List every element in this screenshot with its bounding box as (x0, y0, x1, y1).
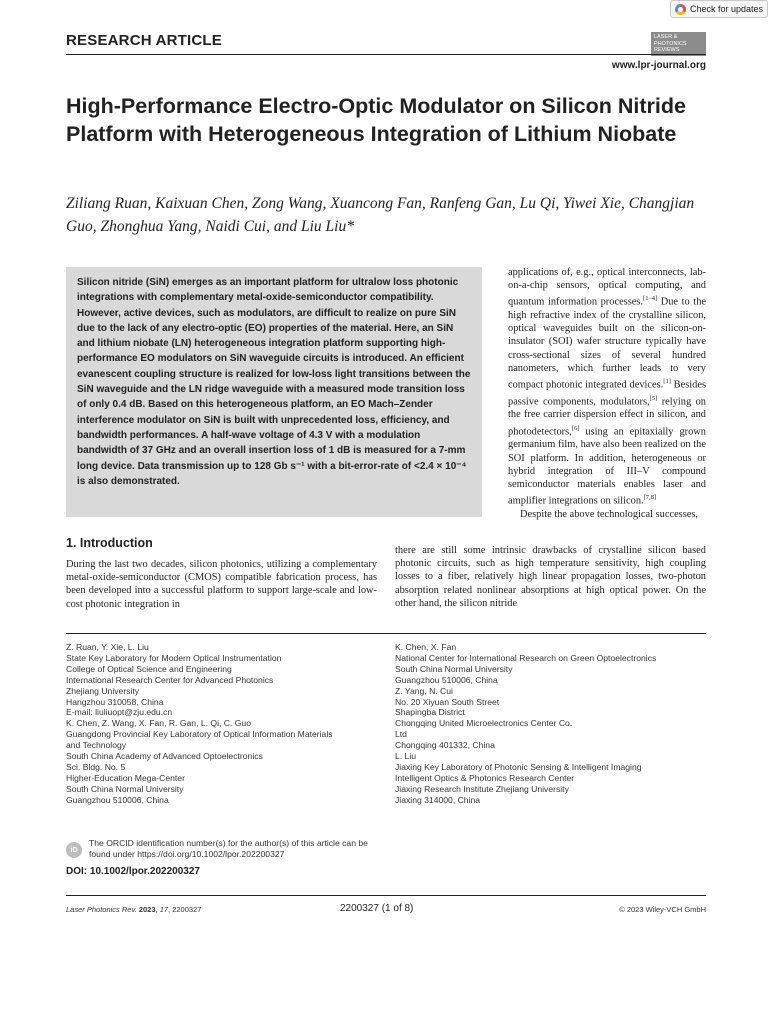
abstract-box: Silicon nitride (SiN) emerges as an important platform for ultralow loss photonic integrations with complementary metal-oxide-semiconductor compatibility. However, active devices, such as modulators, are difficult to realize on pure SiN due to the lack of any electro-optic (EO) properties of the material. Here, an SiN and lithium niobate (LN) heterogeneous integration platform supporting high-performance EO modulators on SiN waveguide circuits is introduced. An efficient evanescent coupling structure is realized for low-loss light transitions between the SiN waveguide and the LN ridge waveguide with a measured mode transition loss of only 0.4 dB. Based on this heterogeneous platform, an EO Mach–Zender interference modulator on SiN is built with unprecedented loss, efficiency, and bandwidth performances. A half-wave voltage of 4.3 V with a modulation bandwidth of 37 GHz and an overall insertion loss of 1 dB is measured for a 7-mm long device. Data transmission up to 128 Gb s⁻¹ with a bit-error-rate of <2.4 × 10⁻⁴ is also demonstrated. (66, 267, 482, 517)
affiliation-line: Hangzhou 310058, China (66, 696, 164, 707)
affiliation-line: K. Chen, X. Fan (395, 642, 457, 652)
footer-citation: Laser Photonics Rev. 2023, 17, 2200327 (66, 905, 202, 914)
intro-paragraph: During the last two decades, silicon photonics, utilizing a complementary metal-oxide-semiconductor (CMOS) compatible fabrication process, has been developed into a successful platform to support large-scale and low-cost photonic integration in (66, 559, 377, 610)
affiliation-line: Guangzhou 510006, China (395, 674, 498, 685)
affiliation-line: Chongqing 401332, China (395, 740, 495, 751)
crossmark-icon (675, 4, 686, 15)
affiliation-line: International Research Center for Advanced Photonics (66, 674, 274, 685)
affiliation-line: College of Optical Science and Engineering (66, 663, 232, 674)
orcid-icon: iD (66, 842, 82, 858)
footer-year: 2023 (138, 905, 156, 914)
body-text: Besides passive components, modulators, (508, 379, 707, 408)
affiliation-divider (66, 633, 706, 634)
check-for-updates-button[interactable] (670, 0, 768, 18)
affiliation-line: K. Chen, Z. Wang, X. Fan, R. Gan, L. Qi, C. Guo (66, 718, 251, 729)
body-right-column (508, 266, 706, 521)
journal-url-link[interactable]: www.lpr-journal.org (611, 60, 706, 71)
affiliation-line: Intelligent Optics & Photonics Research Center (395, 772, 575, 783)
affiliation-line: South China Normal University (66, 783, 184, 794)
affiliation-line: Sci. Bldg. No. 5 (66, 761, 126, 772)
affiliations-left (66, 642, 366, 806)
affiliation-line: Shapingba District (395, 707, 465, 718)
affiliation-line: Jiaxing 314000, China (395, 794, 481, 805)
article-title: High-Performance Electro-Optic Modulator on Silicon Nitride Platform with Heterogeneous Integration of Lithium Niobate (66, 94, 686, 146)
affiliation-line: Higher-Education Mega-Center (66, 772, 185, 783)
body-text: relying on the free carrier dispersion effect in silicon, and photodetectors, (508, 396, 706, 438)
citation-link[interactable]: [5] (649, 394, 658, 402)
affiliation-line: Chongqing United Microelectronics Center Co. (395, 718, 573, 729)
footer-divider (66, 895, 706, 896)
affiliation-line: Jiaxing Key Laboratory of Photonic Sensing & Intelligent Imaging (395, 761, 642, 772)
citation-link[interactable]: [1–4] (643, 295, 658, 303)
affiliation-line: Z. Yang, N. Cui (395, 685, 453, 696)
affiliation-line: State Key Laboratory for Modern Optical Instrumentation (66, 652, 282, 663)
citation-link[interactable]: [6] (571, 424, 580, 432)
copyright: © 2023 Wiley-VCH GmbH (619, 905, 706, 914)
affiliation-line: Jiaxing Research Institute Zhejiang University (395, 783, 569, 794)
affiliation-line: and Technology (66, 740, 127, 751)
affiliation-line: Ltd (395, 729, 407, 740)
author-list: Ziliang Ruan, Kaixuan Chen, Zong Wang, Xuancong Fan, Ranfeng Gan, Lu Qi, Yiwei Xie, Changjian Guo, Zhonghua Yang, Naidi Cui, and Liu Liu* (66, 195, 695, 235)
footer-journal: Laser Photonics Rev. (66, 905, 137, 914)
body-text: using an epitaxially grown germanium film, have also been realized on the SOI platform. In addition, heterogeneous or hybrid integration of III–V compound semiconductor materials enables laser and amplifier integrations on silicon. (508, 426, 706, 507)
footer-article: , 2200327 (168, 905, 202, 914)
header-divider (66, 54, 706, 55)
affiliation-line: Guangzhou 510006, China (66, 794, 169, 805)
journal-logo: LASER & PHOTONICS REVIEWS (651, 32, 706, 56)
body-wide-paragraph: there are still some intrinsic drawbacks of crystalline silicon based photonic circuits, such as high temperature sensitivity, high coupling losses to a fiber, relatively high linear propagation losses, two-photon absorption related nonlinear absorptions at high optical power. On the other hand, the silicon nitride (395, 545, 706, 609)
affiliation-line: L. Liu (395, 751, 417, 762)
body-text: applications of, e.g., optical interconnects, lab-on-a-chip sensors, optical computing, and quantum information processes. (508, 267, 706, 308)
body-text: Despite the above technological successes, (520, 508, 699, 520)
affiliation-line: South China Normal University (395, 663, 513, 674)
citation-link[interactable]: [1] (663, 378, 671, 386)
affiliation-line: No. 20 Xiyuan South Street (395, 696, 500, 707)
citation-link[interactable]: [7,8] (643, 494, 657, 502)
section-heading: 1. Introduction (66, 536, 153, 550)
page-number: 2200327 (1 of 8) (340, 903, 414, 914)
section-label: RESEARCH ARTICLE (66, 32, 222, 49)
affiliation-line: Guangdong Provincial Key Laboratory of Optical Information Materials (66, 729, 333, 740)
affiliation-line: South China Academy of Advanced Optoelectronics (66, 751, 263, 762)
check-for-updates-label: Check for updates (690, 4, 764, 14)
affiliation-line: Zhejiang University (66, 685, 140, 696)
affiliation-line: Z. Ruan, Y. Xie, L. Liu (66, 642, 149, 652)
orcid-note[interactable]: The ORCID identification number(s) for the author(s) of this article can be found under https://doi.org/10.1002/lpor.202200327 (89, 838, 368, 859)
doi-link[interactable]: DOI: 10.1002/lpor.202200327 (66, 866, 200, 877)
footer-volume: 17 (159, 905, 169, 914)
email-link[interactable]: E-mail: liuliuopt@zju.edu.cn (66, 707, 173, 718)
body-text: Due to the high refractive index of the crystalline silicon, optical waveguides built on the silicon-on-insulator (SOI) wafer structure typically have cross-sectional sizes of several hundred nanometers, which further leads to very compact photonic integrated devices. (508, 296, 706, 391)
affiliations-right (395, 642, 695, 806)
affiliation-line: National Center for International Research on Green Optoelectronics (395, 652, 657, 663)
